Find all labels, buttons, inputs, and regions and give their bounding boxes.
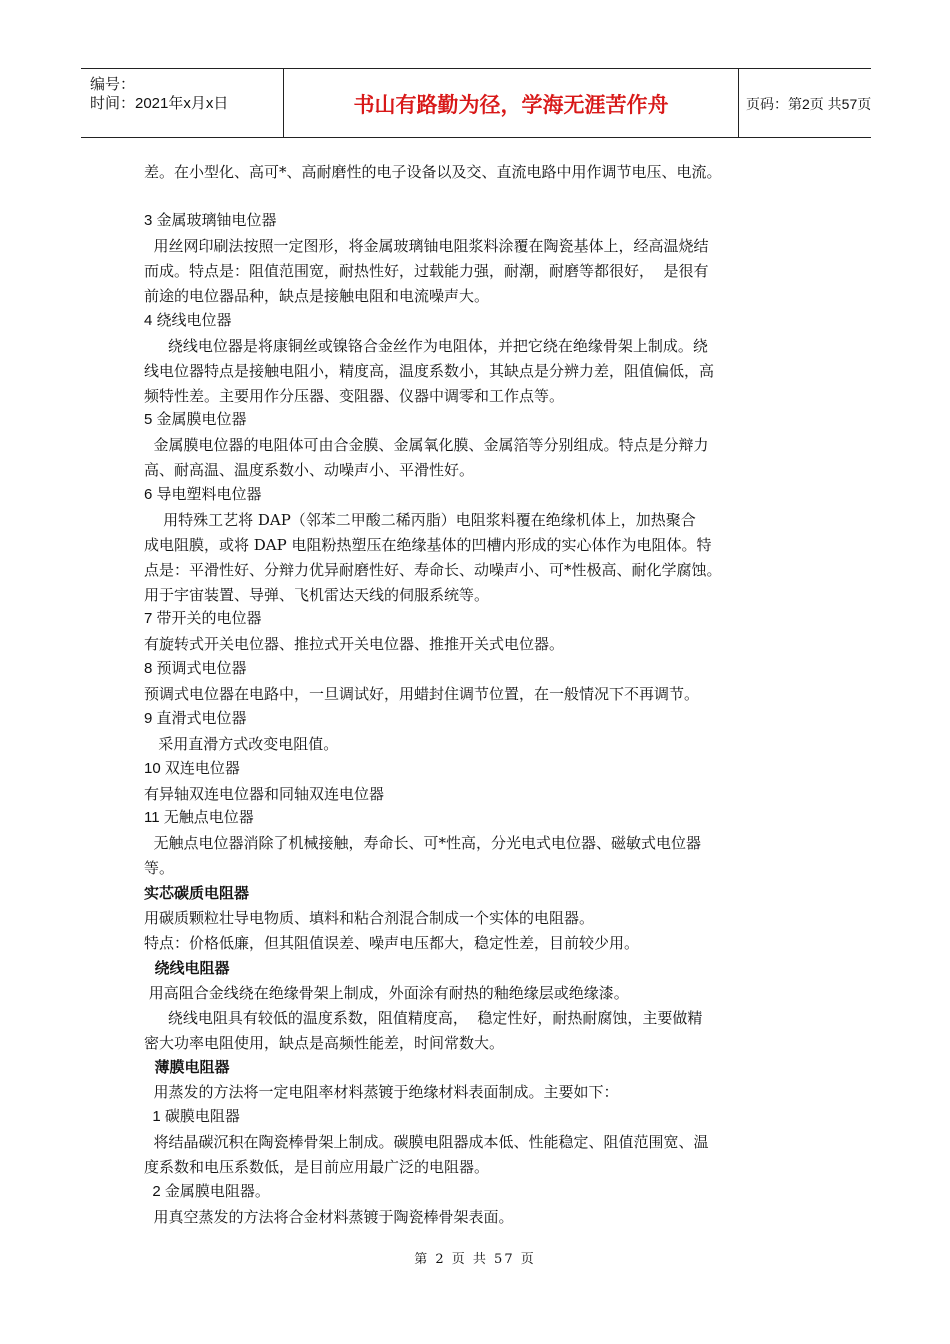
- page-header: [81, 68, 871, 138]
- bold-heading: 实芯碳质电阻器: [144, 884, 250, 902]
- header-motto: 书山有路勤为径，学海无涯苦作舟: [353, 93, 669, 117]
- body-line: 用高阻合金线绕在绝缘骨架上制成，外面涂有耐热的釉绝缘层或绝缘漆。: [144, 984, 629, 1002]
- section-heading: 6 导电塑料电位器: [144, 486, 262, 503]
- body-line: 金属膜电位器的电阻体可由合金膜、金属氧化膜、金属箔等分别组成。特点是分辩力: [144, 436, 709, 454]
- section-heading: 9 直滑式电位器: [144, 710, 247, 727]
- body-line: 密大功率电阻使用，缺点是高频性能差，时间常数大。: [144, 1034, 505, 1052]
- body-line: 绕线电阻具有较低的温度系数，阻值精度高， 稳定性好，耐热耐腐蚀，主要做精: [144, 1009, 703, 1027]
- section-heading: 4 绕线电位器: [144, 312, 232, 329]
- section-heading: 7 带开关的电位器: [144, 610, 262, 627]
- body-line: 用真空蒸发的方法将合金材料蒸镀于陶瓷棒骨架表面。: [144, 1208, 514, 1226]
- document-time-label: 时间：2021年x月x日: [90, 95, 229, 112]
- body-line: 用丝网印刷法按照一定图形，将金属玻璃铀电阻浆料涂覆在陶瓷基体上，经高温烧结: [144, 237, 709, 255]
- header-info-cell: [81, 69, 283, 137]
- body-line: 等。: [144, 859, 175, 877]
- section-heading: 2 金属膜电阻器。: [144, 1183, 270, 1200]
- body-line: 差。在小型化、高可*、高耐磨性的电子设备以及交、直流电路中用作调节电压、电流。: [144, 163, 722, 181]
- body-line: 特点：价格低廉，但其阻值误差、噪声电压都大，稳定性差，目前较少用。: [144, 934, 640, 952]
- bold-heading: 绕线电阻器: [144, 959, 230, 977]
- section-heading: 1 碳膜电阻器: [144, 1108, 240, 1125]
- bold-heading: 薄膜电阻器: [144, 1058, 230, 1076]
- body-line: 频特性差。主要用作分压器、变阻器、仪器中调零和工作点等。: [144, 387, 565, 405]
- body-line: 高、耐高温、温度系数小、动噪声小、平滑性好。: [144, 461, 475, 479]
- body-line: 预调式电位器在电路中，一旦调试好，用蜡封住调节位置，在一般情况下不再调节。: [144, 685, 700, 703]
- body-line: 有异轴双连电位器和同轴双连电位器: [144, 785, 385, 803]
- body-line: 用碳质颗粒壮导电物质、填料和粘合剂混合制成一个实体的电阻器。: [144, 909, 595, 927]
- body-line: 前途的电位器品种，缺点是接触电阻和电流噪声大。: [144, 287, 490, 305]
- body-line: 将结晶碳沉积在陶瓷棒骨架上制成。碳膜电阻器成本低、性能稳定、阻值范围宽、温: [144, 1133, 709, 1151]
- section-heading: 3 金属玻璃铀电位器: [144, 212, 277, 229]
- section-heading: 5 金属膜电位器: [144, 411, 247, 428]
- header-motto-cell: [283, 69, 739, 137]
- section-heading: 11 无触点电位器: [144, 809, 254, 826]
- body-line: 无触点电位器消除了机械接触，寿命长、可*性高，分光电式电位器、磁敏式电位器: [144, 834, 702, 852]
- header-page-code: 页码：第2页 共57页: [746, 96, 872, 112]
- body-line: 有旋转式开关电位器、推拉式开关电位器、推推开关式电位器。: [144, 635, 565, 653]
- body-line: 线电位器特点是接触电阻小，精度高，温度系数小，其缺点是分辨力差，阻值偏低，高: [144, 362, 715, 380]
- body-line: 用特殊工艺将 DAP（邻苯二甲酸二稀丙脂）电阻浆料覆在绝缘机体上，加热聚合: [144, 511, 696, 529]
- body-line: 采用直滑方式改变电阻值。: [144, 735, 339, 753]
- header-page-cell: [738, 69, 871, 137]
- section-heading: 8 预调式电位器: [144, 660, 247, 677]
- body-line: 成电阻膜，或将 DAP 电阻粉热塑压在绝缘基体的凹槽内形成的实心体作为电阻体。特: [144, 536, 712, 554]
- body-line: 绕线电位器是将康铜丝或镍铬合金丝作为电阻体，并把它绕在绝缘骨架上制成。绕: [144, 337, 708, 355]
- body-line: 度系数和电压系数低，是目前应用最广泛的电阻器。: [144, 1158, 490, 1176]
- body-line: 点是：平滑性好、分辩力优异耐磨性好、寿命长、动噪声小、可*性极高、耐化学腐蚀。: [144, 561, 722, 579]
- body-line: 用于宇宙装置、导弹、飞机雷达天线的伺服系统等。: [144, 586, 490, 604]
- body-line: 而成。特点是：阻值范围宽，耐热性好，过载能力强，耐潮，耐磨等都很好， 是很有: [144, 262, 709, 280]
- body-line: 用蒸发的方法将一定电阻率材料蒸镀于绝缘材料表面制成。主要如下：: [144, 1083, 619, 1101]
- section-heading: 10 双连电位器: [144, 760, 240, 777]
- page-footer: 第 2 页 共 57 页: [414, 1252, 536, 1267]
- document-number-label: 编号：: [90, 76, 136, 93]
